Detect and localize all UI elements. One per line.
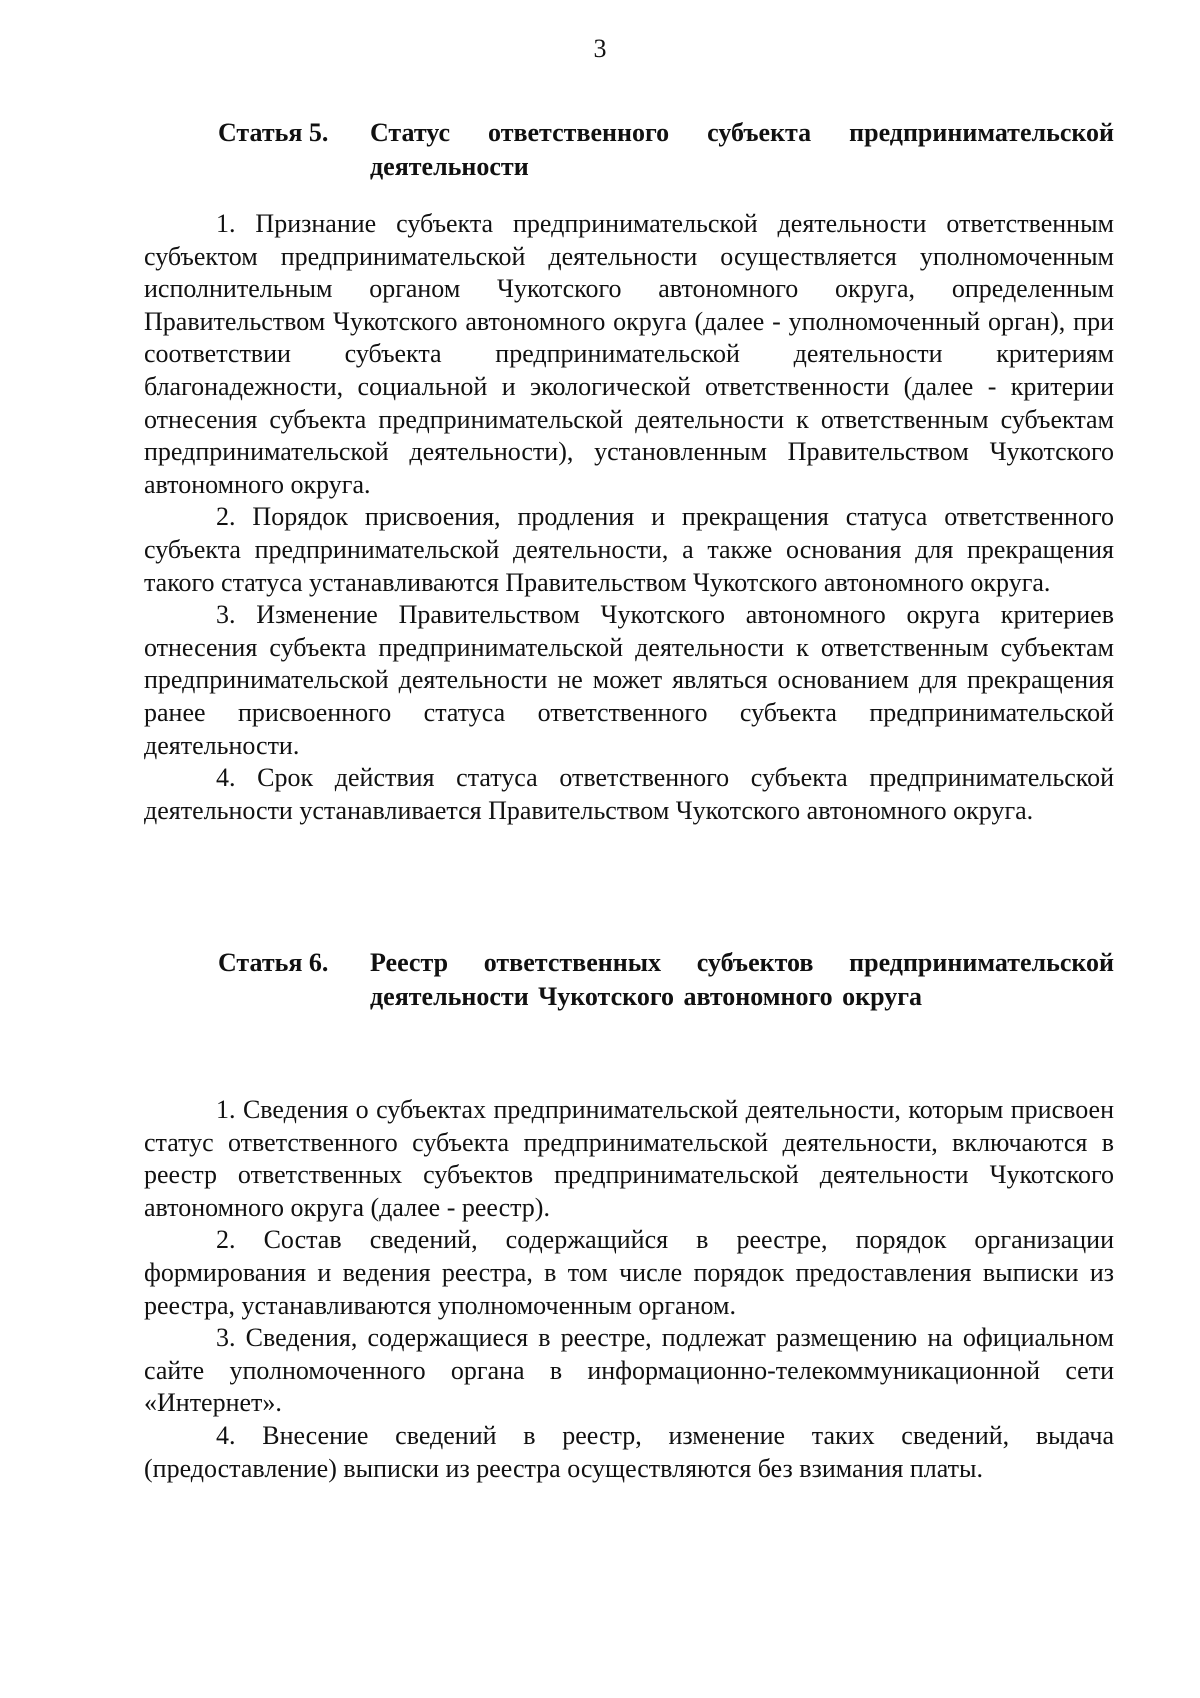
article-6-number: Статья 6.: [218, 948, 329, 977]
article-6-title: Реестр ответственных субъектов предпринимательской деятельности Чукотского автономного округа: [370, 948, 1114, 1011]
article-6-paragraph-2: 2. Состав сведений, содержащийся в реестре, порядок организации формирования и ведения реестра, в том числе порядок предоставления выписки из реестра, устанавливаются уполномоченным органом.: [144, 1225, 1114, 1320]
article-5-paragraph-1: 1. Признание субъекта предпринимательской деятельности ответственным субъектом предпринимательской деятельности осуществляется уполномоченным исполнительным органом Чукотского автономного округа, определенным Правительством Чукотского автономного округа (далее - уполномоченный орган), при соответствии субъекта предпринимательской деятельности критериям благонадежности, социальной и экологической ответственности (далее - критерии отнесения субъекта предпринимательской деятельности к ответственным субъектам предпринимательской деятельности), установленным Правительством Чукотского автономного округа.: [144, 209, 1114, 499]
article-5-title: Статус ответственного субъекта предпринимательской деятельности: [370, 118, 1114, 181]
article-6-paragraph-3: 3. Сведения, содержащиеся в реестре, подлежат размещению на официальном сайте уполномоченного органа в информационно-телекоммуникационной сети «Интернет».: [144, 1323, 1114, 1418]
article-6-heading: [218, 946, 1114, 1014]
article-6-body: [144, 1094, 1114, 1485]
article-5-number: Статья 5.: [218, 118, 329, 147]
article-5-paragraph-4: 4. Срок действия статуса ответственного субъекта предпринимательской деятельности устанавливается Правительством Чукотского автономного округа.: [144, 763, 1114, 825]
article-5-paragraph-2: 2. Порядок присвоения, продления и прекращения статуса ответственного субъекта предпринимательской деятельности, а также основания для прекращения такого статуса устанавливаются Правительством Чукотского автономного округа.: [144, 502, 1114, 597]
page-number: 3: [593, 34, 607, 63]
article-5-body: [144, 208, 1114, 827]
article-5-heading: [218, 116, 1114, 184]
article-6-paragraph-4: 4. Внесение сведений в реестр, изменение таких сведений, выдача (предоставление) выписки из реестра осуществляются без взимания платы.: [144, 1420, 1114, 1483]
article-6-paragraph-1: 1. Сведения о субъектах предпринимательской деятельности, которым присвоен статус ответственного субъекта предпринимательской деятельности, включаются в реестр ответственных субъектов предпринимательской деятельности Чукотского автономного округа (далее - реестр).: [144, 1095, 1114, 1222]
article-5-paragraph-3: 3. Изменение Правительством Чукотского автономного округа критериев отнесения субъекта предпринимательской деятельности к ответственным субъектам предпринимательской деятельности не может являться основанием для прекращения ранее присвоенного статуса ответственного субъекта предпринимательской деятельности.: [144, 600, 1114, 760]
